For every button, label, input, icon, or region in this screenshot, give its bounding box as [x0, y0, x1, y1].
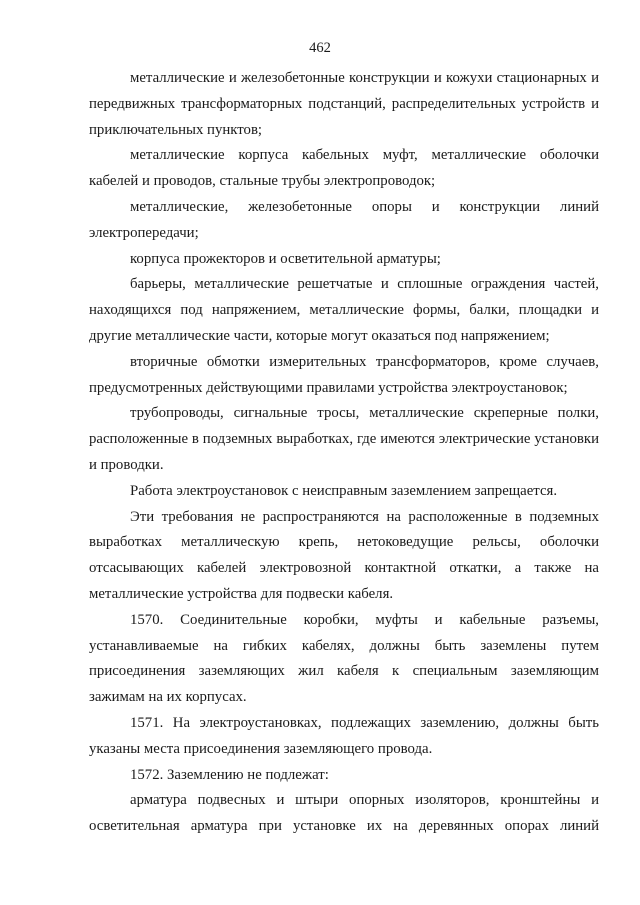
paragraph-grounding-structures: металлические и железобетонные конструкции и кожухи стационарных и передвижных трансформаторных подстанций, распределительных устройств и приключательных пунктов; — [89, 70, 599, 138]
paragraph-item-1571: 1571. На электроустановках, подлежащих заземлению, должны быть указаны места присоединения заземляющего провода. — [89, 714, 599, 757]
paragraph-power-line-supports: металлические, железобетонные опоры и конструкции линий электропередачи; — [89, 198, 599, 241]
page-number: 462 — [309, 40, 331, 56]
paragraph-item-1570: 1570. Соединительные коробки, муфты и кабельные разъемы, устанавливаемые на гибких кабелях, должны быть заземлены путем присоединения заземляющих жил кабеля к специальным заземляющим зажимам на их корпусах. — [89, 611, 599, 706]
paragraph-exceptions: Эти требования не распространяются на расположенные в подземных выработках металлическую крепь, нетоковедущие рельсы, оболочки отсасывающих кабелей электровозной контактной откатки, а также на металлические устройства для подвески кабеля. — [89, 508, 599, 602]
paragraph-cable-sleeves: металлические корпуса кабельных муфт, металлические оболочки кабелей и проводов, стальные трубы электропроводок; — [89, 147, 599, 190]
paragraph-insulator-fittings: арматура подвесных и штыри опорных изоляторов, кронштейны и осветительная арматура при установке их на деревянных опорах линий — [89, 792, 599, 835]
paragraph-pipelines: трубопроводы, сигнальные тросы, металлические скреперные полки, расположенные в подземных выработках, где имеются электрические установки и проводки. — [89, 405, 599, 473]
paragraph-item-1572: 1572. Заземлению не подлежат: — [130, 766, 329, 783]
document-body — [89, 66, 599, 840]
paragraph-faulty-grounding: Работа электроустановок с неисправным заземлением запрещается. — [130, 482, 558, 499]
paragraph-barriers: барьеры, металлические решетчатые и сплошные ограждения частей, находящихся под напряжением, металлические формы, балки, площадки и другие металлические части, которые могут оказаться под напряжением; — [89, 276, 599, 344]
paragraph-secondary-windings: вторичные обмотки измерительных трансформаторов, кроме случаев, предусмотренных действующими правилами устройства электроустановок; — [89, 353, 599, 396]
paragraph-floodlight-housings: корпуса прожекторов и осветительной арматуры; — [130, 250, 441, 267]
